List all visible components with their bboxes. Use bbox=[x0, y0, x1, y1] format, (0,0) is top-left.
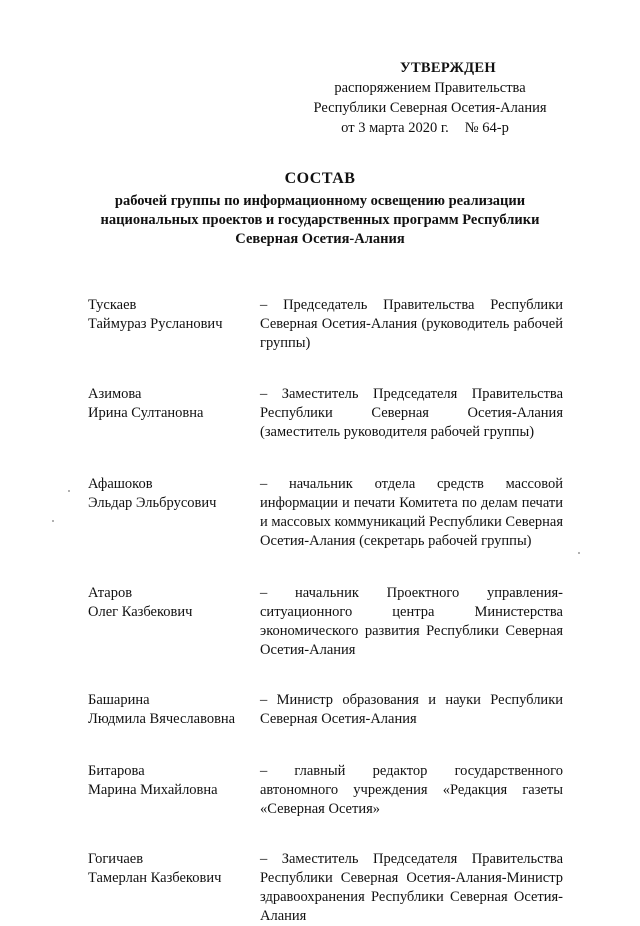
approval-stamp bbox=[300, 58, 560, 138]
member-name bbox=[88, 691, 260, 729]
member-surname: Гогичаев bbox=[88, 851, 144, 867]
member-surname: Башарина bbox=[88, 692, 150, 708]
member-row bbox=[88, 385, 563, 442]
member-role: – главный редактор государственного автономного учреждения «Редакция газеты «Северная Осетия» bbox=[260, 763, 563, 817]
member-given-name: Тамерлан Казбекович bbox=[88, 870, 222, 886]
member-row bbox=[88, 691, 563, 729]
member-name bbox=[88, 385, 260, 442]
member-name bbox=[88, 296, 260, 353]
document-title bbox=[60, 168, 580, 249]
approval-date: от 3 марта 2020 г. bbox=[341, 120, 449, 136]
member-surname: Битарова bbox=[88, 763, 145, 779]
member-name bbox=[88, 475, 260, 551]
title-line-1: рабочей группы по информационному освещению реализации bbox=[114, 193, 526, 209]
scan-speck bbox=[68, 490, 70, 492]
title-line-2: национальных проектов и государственных программ Республики bbox=[100, 212, 540, 228]
member-surname: Афашоков bbox=[88, 476, 153, 492]
member-name bbox=[88, 762, 260, 819]
member-row bbox=[88, 475, 563, 551]
member-role: – начальник отдела средств массовой информации и печати Комитета по делам печати и массовых коммуникаций Республики Северная Осетия-Алания (секретарь рабочей группы) bbox=[260, 476, 564, 549]
member-role: – Министр образования и науки Республики Северная Осетия-Алания bbox=[260, 692, 563, 727]
title-line-3: Северная Осетия-Алания bbox=[235, 231, 405, 247]
member-surname: Атаров bbox=[88, 585, 133, 601]
member-given-name: Олег Казбекович bbox=[88, 604, 193, 620]
approval-date-line bbox=[290, 118, 560, 138]
scan-speck bbox=[578, 552, 580, 554]
member-name bbox=[88, 584, 260, 660]
member-given-name: Людмила Вячеславовна bbox=[88, 711, 236, 727]
member-role: – Заместитель Председателя Правительства Республики Северная Осетия-Алания-Министр здравоохранения Республики Северная Осетия-Алания bbox=[260, 851, 563, 924]
member-role: – Председатель Правительства Республики Северная Осетия-Алания (руководитель рабочей группы) bbox=[260, 297, 563, 351]
member-row bbox=[88, 296, 563, 353]
title-main: СОСТАВ bbox=[284, 170, 356, 187]
approval-heading: УТВЕРЖДЕН bbox=[400, 60, 496, 76]
member-row bbox=[88, 584, 563, 660]
scan-speck bbox=[52, 520, 54, 522]
member-role: – начальник Проектного управления-ситуационного центра Министерства экономического развития Республики Северная Осетия-Алания bbox=[260, 585, 563, 658]
approval-line-1: распоряжением Правительства bbox=[334, 80, 526, 96]
member-given-name: Таймураз Русланович bbox=[88, 316, 223, 332]
member-surname: Тускаев bbox=[88, 297, 137, 313]
member-given-name: Ирина Султановна bbox=[88, 405, 204, 421]
approval-line-2: Республики Северная Осетия-Алания bbox=[313, 100, 547, 116]
member-role: – Заместитель Председателя Правительства Республики Северная Осетия-Алания (заместитель руководителя рабочей группы) bbox=[260, 386, 563, 440]
member-given-name: Марина Михайловна bbox=[88, 782, 218, 798]
member-row bbox=[88, 762, 563, 819]
member-given-name: Эльдар Эльбрусович bbox=[88, 495, 217, 511]
members-list bbox=[88, 296, 563, 926]
member-name bbox=[88, 850, 260, 926]
member-surname: Азимова bbox=[88, 386, 142, 402]
approval-number: № 64-р bbox=[464, 120, 509, 136]
member-row bbox=[88, 850, 563, 926]
